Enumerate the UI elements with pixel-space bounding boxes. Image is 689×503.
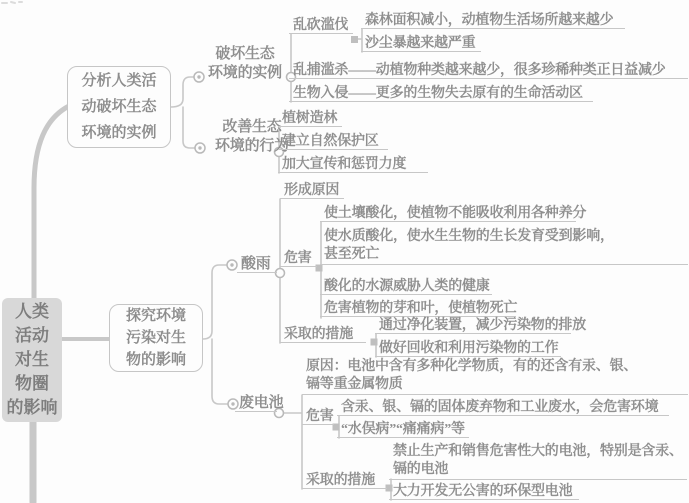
bio-invasion-node: 生物入侵——更多的生物失去原有的生命活动区	[289, 86, 593, 102]
purify-device-node: 通过净化装置，减少污染物的排放	[375, 318, 571, 334]
explore-branch-box: 探究环境 污染对生 物的影响	[109, 304, 203, 372]
analyze-branch-box: 分析人类活 动破坏生态 环境的实例	[67, 66, 171, 148]
deforestation-node: 乱砍滥伐	[289, 18, 353, 34]
root-line: 物圈	[15, 374, 49, 393]
root-line: 对生	[15, 350, 49, 369]
root-line: 人类	[15, 302, 49, 321]
root-line: 活动	[15, 326, 49, 345]
publicity-penalty-node: 加大宣传和惩罚力度	[278, 157, 428, 173]
improve-behavior-label: 改善生态 环境的行为	[214, 119, 289, 154]
acid-cause-label: 形成原因	[280, 183, 344, 199]
destroy-examples-label: 破坏生态 环境的实例	[207, 46, 282, 81]
toggle-icon-improve	[195, 143, 205, 153]
recycle-pollutant-node: 做好回收和利用污染物的工作	[375, 341, 561, 357]
toggle-icon-acid-rain	[227, 260, 237, 270]
nature-reserve-node: 建立自然保护区	[278, 134, 388, 150]
root-node	[2, 298, 62, 422]
battery-measures-label: 采取的措施	[302, 473, 387, 489]
overhunting-node: 乱捕滥杀——动植物种类越来越少，很多珍稀种类正日益减少	[289, 63, 688, 79]
plant-trees-node: 植树造林	[278, 111, 342, 127]
minamata-disease-node: “水俣病”“痛痛病”等	[337, 422, 469, 438]
soil-acidify-node: 使土壤酸化，使植物不能吸收利用各种养分	[320, 206, 576, 222]
sandstorm-node: 沙尘暴越来越严重	[361, 36, 481, 52]
battery-reason-node: 原因：电池中含有多种化学物质，有的还含有汞、银、 镉等重金属物质	[302, 358, 688, 395]
solid-waste-node: 含汞、银、镉的固体废弃物和工业废水，会危害环境	[337, 400, 669, 416]
root-line: 的影响	[6, 398, 58, 417]
acid-measures-label: 采取的措施	[280, 327, 366, 343]
square-deforest	[351, 36, 358, 43]
water-acidify-node: 使水质酸化，使水生生物的生长发育受到影响， 甚至死亡	[320, 228, 688, 265]
forest-decrease-node: 森林面积减小，动植物生活场所越来越少	[361, 13, 625, 29]
acid-rain-label: 酸雨	[237, 257, 277, 273]
water-threat-node: 酸化的水源威胁人类的健康	[320, 279, 492, 295]
develop-eco-battery-node: 大力开发无公害的环保型电池	[389, 484, 579, 500]
scan-artifact	[2, 2, 22, 3]
waste-battery-label: 废电池	[235, 396, 277, 412]
battery-harm-label: 危害	[302, 409, 334, 425]
trunk-curve-to-branch1	[34, 106, 69, 299]
acid-harm-label: 危害	[280, 251, 317, 267]
plant-damage-node: 危害植物的芽和叶，使植物死亡	[320, 301, 516, 317]
ban-production-node: 禁止生产和销售危害性大的电池，特别是含汞、 镉的电池	[389, 443, 687, 480]
